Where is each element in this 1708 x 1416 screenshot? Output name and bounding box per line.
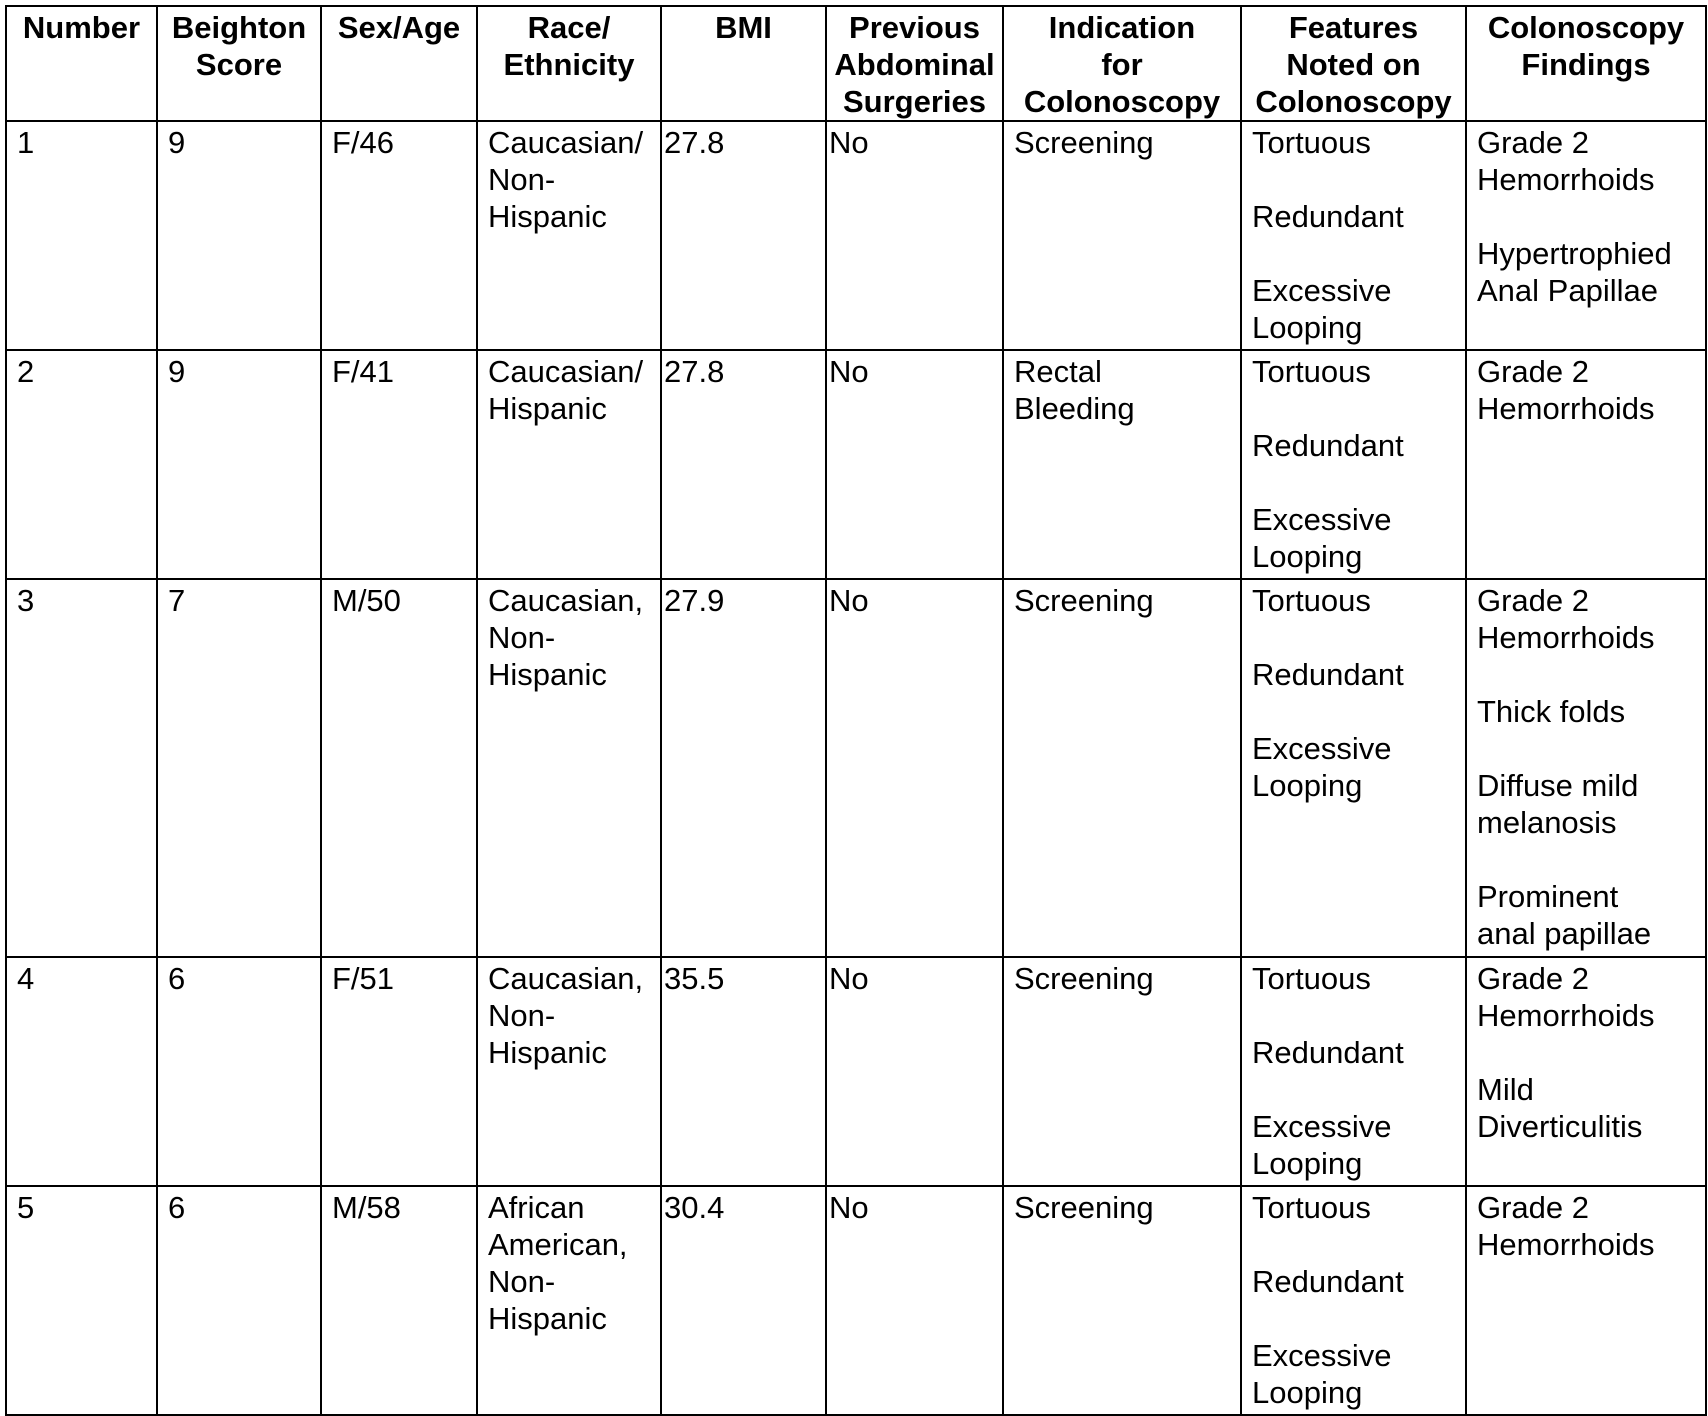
cell-beighton: 7	[157, 579, 321, 957]
cell-sex-age: M/50	[321, 579, 477, 957]
cell-race: Caucasian, Non- Hispanic	[477, 579, 661, 957]
feature-item: Tortuous	[1252, 961, 1371, 996]
cell-findings	[1466, 579, 1706, 957]
cell-race: Caucasian, Non- Hispanic	[477, 957, 661, 1186]
cell-bmi: 27.9	[661, 579, 826, 957]
feature-item: Tortuous	[1252, 125, 1371, 160]
feature-item: Excessive Looping	[1252, 731, 1392, 803]
header-number: Number	[6, 6, 157, 121]
cell-bmi: 35.5	[661, 957, 826, 1186]
header-previous-surgeries: Previous Abdominal Surgeries	[826, 6, 1003, 121]
header-bmi: BMI	[661, 6, 826, 121]
finding-item: Grade 2 Hemorrhoids	[1477, 583, 1655, 655]
cell-number: 1	[6, 121, 157, 350]
cell-number: 4	[6, 957, 157, 1186]
cell-surgeries: No	[826, 1186, 1003, 1415]
header-sex-age: Sex/Age	[321, 6, 477, 121]
header-indication: Indication for Colonoscopy	[1003, 6, 1241, 121]
cell-features	[1241, 957, 1466, 1186]
cell-findings	[1466, 957, 1706, 1186]
finding-item: Grade 2 Hemorrhoids	[1477, 1190, 1655, 1262]
table-row	[6, 121, 1706, 350]
header-beighton-score: Beighton Score	[157, 6, 321, 121]
feature-item: Redundant	[1252, 1264, 1404, 1299]
header-race-ethnicity: Race/ Ethnicity	[477, 6, 661, 121]
cell-features	[1241, 350, 1466, 579]
feature-item: Redundant	[1252, 1035, 1404, 1070]
cell-race: Caucasian/ Non- Hispanic	[477, 121, 661, 350]
patient-table	[5, 5, 1707, 1416]
finding-item: Thick folds	[1477, 694, 1626, 729]
cell-indication: Screening	[1003, 121, 1241, 350]
feature-item: Redundant	[1252, 428, 1404, 463]
cell-number: 2	[6, 350, 157, 579]
cell-beighton: 6	[157, 957, 321, 1186]
table-row	[6, 957, 1706, 1186]
cell-beighton: 9	[157, 121, 321, 350]
cell-sex-age: F/41	[321, 350, 477, 579]
table-row	[6, 579, 1706, 957]
finding-item: Grade 2 Hemorrhoids	[1477, 354, 1655, 426]
cell-indication: Rectal Bleeding	[1003, 350, 1241, 579]
cell-beighton: 6	[157, 1186, 321, 1415]
cell-bmi: 27.8	[661, 350, 826, 579]
cell-number: 3	[6, 579, 157, 957]
cell-surgeries: No	[826, 957, 1003, 1186]
cell-bmi: 30.4	[661, 1186, 826, 1415]
cell-features	[1241, 579, 1466, 957]
cell-findings	[1466, 350, 1706, 579]
cell-sex-age: F/51	[321, 957, 477, 1186]
cell-findings	[1466, 121, 1706, 350]
cell-sex-age: F/46	[321, 121, 477, 350]
finding-item: Prominent anal papillae	[1477, 879, 1652, 951]
header-findings: Colonoscopy Findings	[1466, 6, 1706, 121]
header-row	[6, 6, 1706, 121]
cell-features	[1241, 1186, 1466, 1415]
finding-item: Grade 2 Hemorrhoids	[1477, 961, 1655, 1033]
feature-item: Excessive Looping	[1252, 273, 1392, 345]
cell-surgeries: No	[826, 350, 1003, 579]
cell-indication: Screening	[1003, 957, 1241, 1186]
cell-indication: Screening	[1003, 1186, 1241, 1415]
cell-findings	[1466, 1186, 1706, 1415]
feature-item: Tortuous	[1252, 354, 1371, 389]
cell-indication: Screening	[1003, 579, 1241, 957]
header-features: Features Noted on Colonoscopy	[1241, 6, 1466, 121]
cell-sex-age: M/58	[321, 1186, 477, 1415]
table-row	[6, 1186, 1706, 1415]
finding-item: Grade 2 Hemorrhoids	[1477, 125, 1655, 197]
feature-item: Excessive Looping	[1252, 1338, 1392, 1410]
cell-surgeries: No	[826, 579, 1003, 957]
feature-item: Tortuous	[1252, 583, 1371, 618]
feature-item: Redundant	[1252, 657, 1404, 692]
cell-race: African American, Non- Hispanic	[477, 1186, 661, 1415]
cell-features	[1241, 121, 1466, 350]
feature-item: Excessive Looping	[1252, 1109, 1392, 1181]
feature-item: Tortuous	[1252, 1190, 1371, 1225]
cell-surgeries: No	[826, 121, 1003, 350]
cell-number: 5	[6, 1186, 157, 1415]
cell-bmi: 27.8	[661, 121, 826, 350]
finding-item: Diffuse mild melanosis	[1477, 768, 1639, 840]
finding-item: Hypertrophied Anal Papillae	[1477, 236, 1672, 308]
cell-race: Caucasian/ Hispanic	[477, 350, 661, 579]
cell-beighton: 9	[157, 350, 321, 579]
feature-item: Excessive Looping	[1252, 502, 1392, 574]
table-row	[6, 350, 1706, 579]
feature-item: Redundant	[1252, 199, 1404, 234]
finding-item: Mild Diverticulitis	[1477, 1072, 1643, 1144]
